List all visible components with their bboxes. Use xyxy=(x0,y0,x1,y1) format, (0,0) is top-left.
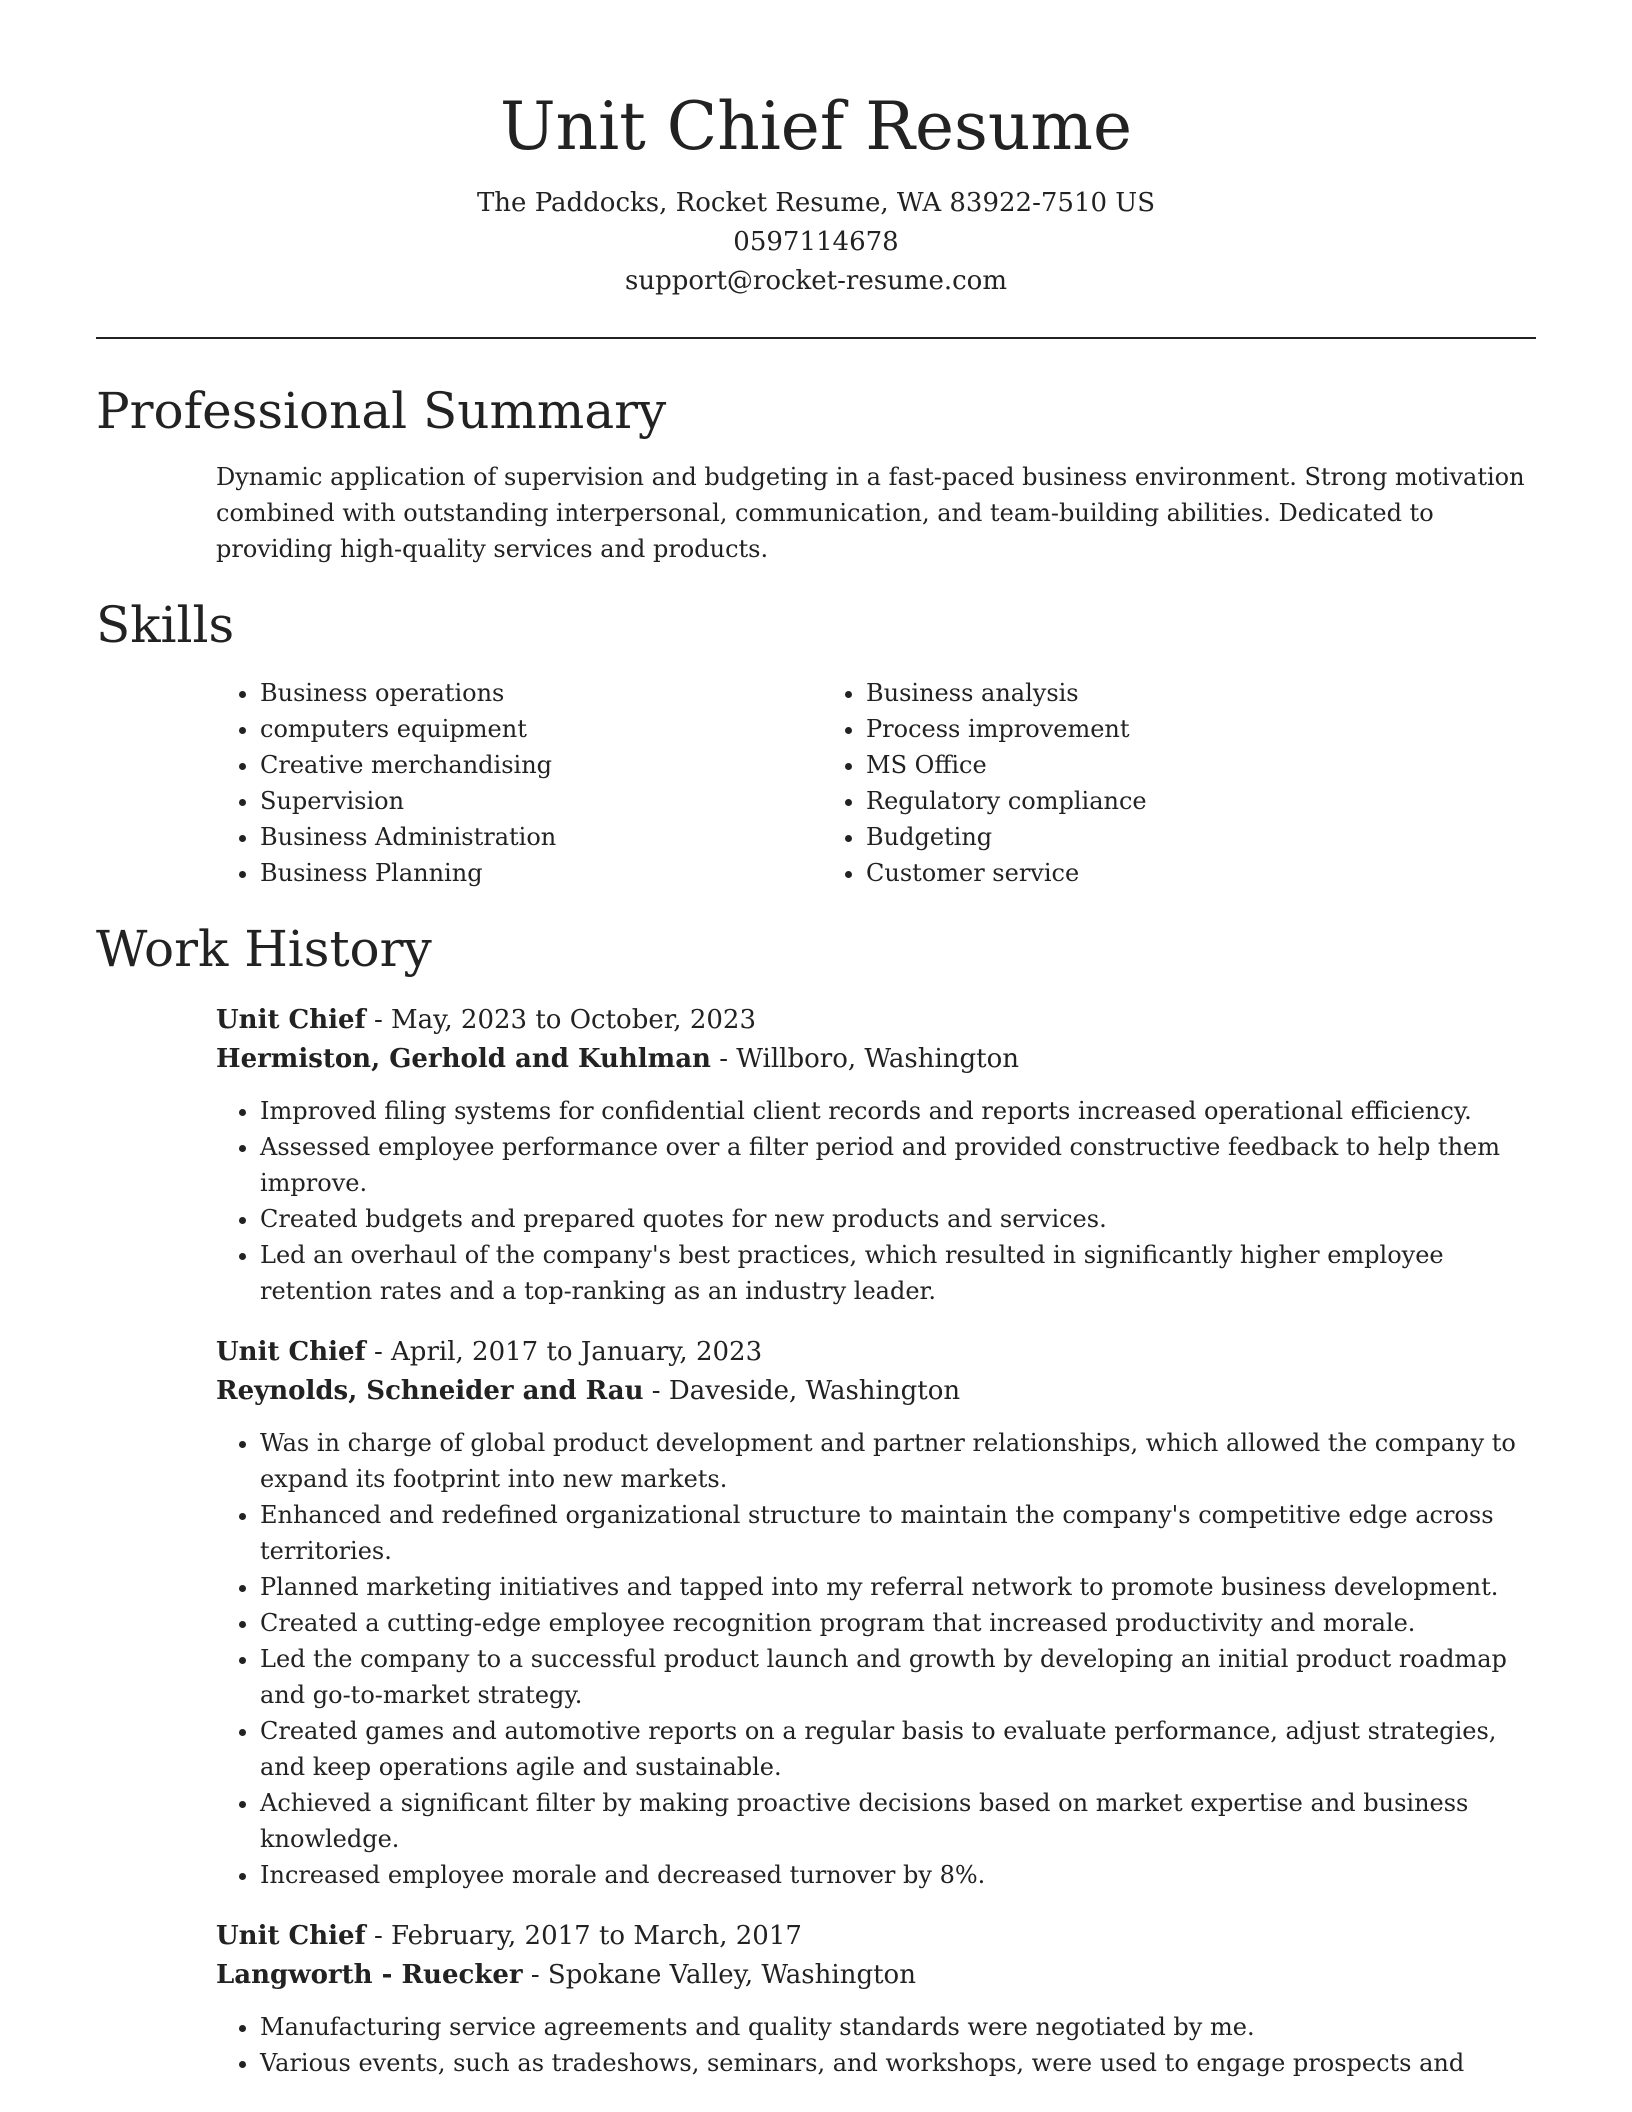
job-entry xyxy=(216,1333,1536,1893)
skills-column-left xyxy=(216,675,822,891)
job-dates: - April, 2017 to January, 2023 xyxy=(365,1337,763,1367)
skill-item: • Business Administration xyxy=(260,819,822,855)
skill-item: • Budgeting xyxy=(866,819,1428,855)
job-bullet: • Enhanced and redefined organizational structure to maintain the company's competitive edge across territories. xyxy=(260,1497,1536,1569)
job-entry xyxy=(216,1917,1536,2081)
resume-title: Unit Chief Resume xyxy=(499,88,1133,165)
resume-page xyxy=(96,0,1536,2081)
job-company: Langworth - Ruecker xyxy=(216,1960,523,1990)
job-entry xyxy=(216,1001,1536,1309)
job-title: Unit Chief xyxy=(216,1921,366,1951)
job-dates: - May, 2023 to October, 2023 xyxy=(365,1005,756,1035)
job-title-line xyxy=(216,1917,1536,1956)
header-divider xyxy=(96,337,1536,339)
skill-item: • Creative merchandising xyxy=(260,747,822,783)
skill-item: • computers equipment xyxy=(260,711,822,747)
skill-item: • Regulatory compliance xyxy=(866,783,1428,819)
skill-item: • Supervision xyxy=(260,783,822,819)
work-history-heading: Work History xyxy=(96,920,432,978)
skill-item: • Process improvement xyxy=(866,711,1428,747)
job-bullet: • Improved filing systems for confidential client records and reports increased operational efficiency. xyxy=(260,1093,1536,1129)
job-bullet: • Was in charge of global product development and partner relationships, which allowed the company to expand its footprint into new markets. xyxy=(260,1425,1536,1497)
skills-column-right xyxy=(822,675,1428,891)
skill-item: • Business operations xyxy=(260,675,822,711)
job-company: Reynolds, Schneider and Rau xyxy=(216,1376,644,1406)
job-bullet: • Led an overhaul of the company's best practices, which resulted in significantly higher employee retention rates and a top-ranking as an industry leader. xyxy=(260,1237,1536,1309)
job-bullet: • Various events, such as tradeshows, seminars, and workshops, were used to engage prospects and xyxy=(260,2045,1536,2081)
job-title: Unit Chief xyxy=(216,1337,366,1367)
job-location: - Willboro, Washington xyxy=(710,1044,1019,1074)
skills-list xyxy=(216,675,1536,891)
skills-heading: Skills xyxy=(96,596,235,654)
job-bullets xyxy=(216,2009,1536,2081)
job-bullet: • Created budgets and prepared quotes for new products and services. xyxy=(260,1201,1536,1237)
job-bullet: • Increased employee morale and decreased turnover by 8%. xyxy=(260,1857,1536,1893)
job-bullet: • Achieved a significant filter by making proactive decisions based on market expertise and business knowledge. xyxy=(260,1785,1536,1857)
job-location: - Spokane Valley, Washington xyxy=(522,1960,916,1990)
contact-email: support@rocket-resume.com xyxy=(624,266,1007,296)
job-company-line xyxy=(216,1372,1536,1411)
summary-text: Dynamic application of supervision and budgeting in a fast-paced business environment. Strong motivation combined with outstanding interpersonal, communication, and team-building abilities. Dedicated to providing high-quality services and products. xyxy=(216,463,1525,563)
job-dates: - February, 2017 to March, 2017 xyxy=(365,1921,802,1951)
contact-info xyxy=(96,184,1536,301)
contact-address: The Paddocks, Rocket Resume, WA 83922-7510 US xyxy=(476,188,1156,218)
skill-item: • Customer service xyxy=(866,855,1428,891)
job-title: Unit Chief xyxy=(216,1005,366,1035)
job-title-line xyxy=(216,1333,1536,1372)
job-location: - Daveside, Washington xyxy=(643,1376,961,1406)
contact-phone: 0597114678 xyxy=(733,227,899,257)
skill-item: • MS Office xyxy=(866,747,1428,783)
job-bullets xyxy=(216,1093,1536,1309)
skill-item: • Business analysis xyxy=(866,675,1428,711)
job-bullet: • Planned marketing initiatives and tapped into my referral network to promote business development. xyxy=(260,1569,1536,1605)
job-bullet: • Created a cutting-edge employee recognition program that increased productivity and morale. xyxy=(260,1605,1536,1641)
job-title-line xyxy=(216,1001,1536,1040)
skill-item: • Business Planning xyxy=(260,855,822,891)
job-bullets xyxy=(216,1425,1536,1893)
job-bullet: • Assessed employee performance over a filter period and provided constructive feedback to help them improve. xyxy=(260,1129,1536,1201)
job-company-line xyxy=(216,1040,1536,1079)
job-bullet: • Created games and automotive reports on a regular basis to evaluate performance, adjust strategies, and keep operations agile and sustainable. xyxy=(260,1713,1536,1785)
summary-heading: Professional Summary xyxy=(96,382,667,440)
job-company: Hermiston, Gerhold and Kuhlman xyxy=(216,1044,711,1074)
resume-header xyxy=(96,0,1536,301)
job-company-line xyxy=(216,1956,1536,1995)
job-bullet: • Manufacturing service agreements and quality standards were negotiated by me. xyxy=(260,2009,1536,2045)
job-bullet: • Led the company to a successful product launch and growth by developing an initial product roadmap and go-to-market strategy. xyxy=(260,1641,1536,1713)
